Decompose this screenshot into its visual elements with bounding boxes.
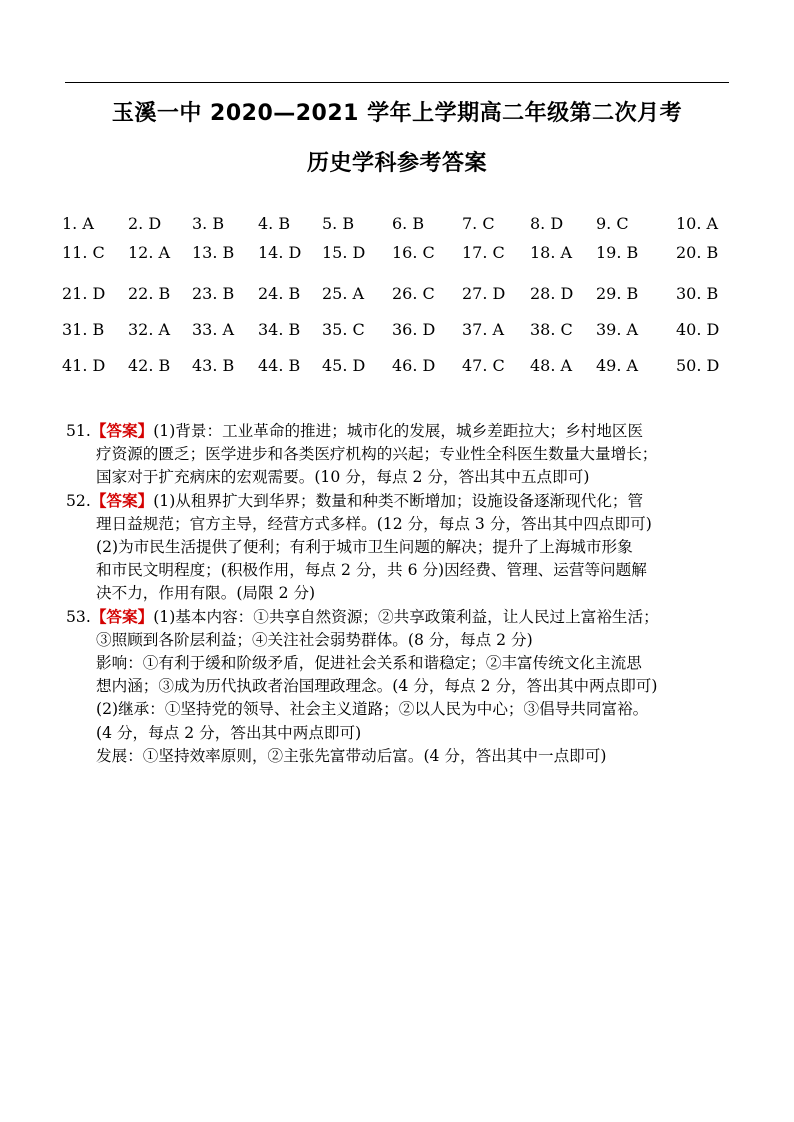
answer-tag: 【答案】 xyxy=(90,491,154,510)
question-number: 52. xyxy=(66,491,91,510)
mc-answer: 13. B xyxy=(192,243,235,262)
mc-answer: 9. C xyxy=(596,214,629,233)
answer-line xyxy=(66,606,736,629)
mc-answer: 28. D xyxy=(530,284,574,303)
mc-answer: 23. B xyxy=(192,284,235,303)
mc-answer: 7. C xyxy=(462,214,495,233)
answer-line: 决不力，作用有限。(局限 2 分) xyxy=(96,584,316,603)
answer-line: 疗资源的匮乏；医学进步和各类医疗机构的兴起；专业性全科医生数量大量增长； xyxy=(96,445,658,464)
mc-answer: 16. C xyxy=(392,243,435,262)
answer-line: 理日益规范；官方主导，经营方式多样。(12 分，每点 3 分，答出其中四点即可) xyxy=(96,514,652,533)
mc-row xyxy=(0,284,794,308)
mc-answer: 18. A xyxy=(530,243,573,262)
mc-answer: 21. D xyxy=(62,284,106,303)
answers-section xyxy=(66,420,736,768)
mc-answer: 14. D xyxy=(258,243,302,262)
answer-q51 xyxy=(66,420,736,490)
mc-answer: 31. B xyxy=(62,320,105,339)
mc-answer: 6. B xyxy=(392,214,425,233)
mc-answer: 37. A xyxy=(462,320,505,339)
mc-answer: 2. D xyxy=(128,214,162,233)
mc-answer: 32. A xyxy=(128,320,171,339)
mc-answer: 45. D xyxy=(322,356,366,375)
mc-row xyxy=(0,214,794,238)
answer-line: (4 分，每点 2 分，答出其中两点即可) xyxy=(96,723,362,742)
answer-line: (2)为市民生活提供了便利；有利于城市卫生问题的解决；提升了上海城市形象 xyxy=(96,538,633,557)
answer-line xyxy=(66,490,736,513)
mc-answer: 5. B xyxy=(322,214,355,233)
mc-answer: 39. A xyxy=(596,320,639,339)
answer-text: (1)从租界扩大到华界；数量和种类不断增加；设施设备逐渐现代化；管 xyxy=(153,491,644,510)
mc-answer: 12. A xyxy=(128,243,171,262)
mc-answer: 17. C xyxy=(462,243,505,262)
mc-row xyxy=(0,356,794,380)
mc-row xyxy=(0,243,794,267)
mc-answer: 22. B xyxy=(128,284,171,303)
document-title: 玉溪一中 2020—2021 学年上学期高二年级第二次月考 xyxy=(111,101,683,126)
mc-answer: 44. B xyxy=(258,356,301,375)
mc-answer: 3. B xyxy=(192,214,225,233)
mc-answer: 29. B xyxy=(596,284,639,303)
answer-line: ③照顾到各阶层利益；④关注社会弱势群体。(8 分，每点 2 分) xyxy=(96,630,533,649)
mc-answer: 47. C xyxy=(462,356,505,375)
mc-answer: 48. A xyxy=(530,356,573,375)
mc-answer: 30. B xyxy=(676,284,719,303)
mc-answer: 38. C xyxy=(530,320,573,339)
mc-answer: 11. C xyxy=(62,243,105,262)
mc-answer: 15. D xyxy=(322,243,366,262)
mc-answer: 41. D xyxy=(62,356,106,375)
mc-answer: 34. B xyxy=(258,320,301,339)
mc-answer: 49. A xyxy=(596,356,639,375)
mc-answer: 40. D xyxy=(676,320,720,339)
mc-answer: 36. D xyxy=(392,320,436,339)
mc-answer: 20. B xyxy=(676,243,719,262)
top-rule xyxy=(65,82,729,83)
question-number: 53. xyxy=(66,607,91,626)
answer-q52 xyxy=(66,490,736,606)
mc-row xyxy=(0,320,794,344)
mc-answer: 4. B xyxy=(258,214,291,233)
mc-answer: 25. A xyxy=(322,284,365,303)
mc-answer: 46. D xyxy=(392,356,436,375)
document-subtitle: 历史学科参考答案 xyxy=(306,151,487,176)
answer-q53 xyxy=(66,606,736,768)
mc-answer: 50. D xyxy=(676,356,720,375)
answer-line: 国家对于扩充病床的宏观需要。(10 分，每点 2 分，答出其中五点即可) xyxy=(96,468,590,487)
mc-answer: 19. B xyxy=(596,243,639,262)
mc-answer: 1. A xyxy=(62,214,94,233)
answer-text: (1)背景：工业革命的推进；城市化的发展，城乡差距拉大；乡村地区医 xyxy=(153,422,644,440)
answer-line: 和市民文明程度；(积极作用，每点 2 分，共 6 分)因经费、管理、运营等问题解 xyxy=(96,561,647,580)
mc-answer: 35. C xyxy=(322,320,365,339)
answer-tag: 【答案】 xyxy=(90,607,154,626)
answer-line: 发展：①坚持效率原则，②主张先富带动后富。(4 分，答出其中一点即可) xyxy=(96,746,607,765)
answer-line: 想内涵；③成为历代执政者治国理政理念。(4 分，每点 2 分，答出其中两点即可) xyxy=(96,677,658,696)
mc-answer: 27. D xyxy=(462,284,506,303)
answer-line: (2)继承：①坚持党的领导、社会主义道路；②以人民为中心；③倡导共同富裕。 xyxy=(96,700,649,719)
mc-answer: 10. A xyxy=(676,214,719,233)
mc-answer: 26. C xyxy=(392,284,435,303)
question-number: 51. xyxy=(66,422,91,440)
answer-text: (1)基本内容：①共享自然资源；②共享政策利益，让人民过上富裕生活； xyxy=(153,607,659,626)
mc-answer: 33. A xyxy=(192,320,235,339)
answer-line xyxy=(66,420,736,443)
mc-answer: 43. B xyxy=(192,356,235,375)
answer-tag: 【答案】 xyxy=(90,422,154,440)
mc-answer: 24. B xyxy=(258,284,301,303)
mc-answer: 8. D xyxy=(530,214,564,233)
mc-answer: 42. B xyxy=(128,356,171,375)
answer-line: 影响：①有利于缓和阶级矛盾，促进社会关系和谐稳定；②丰富传统文化主流思 xyxy=(96,654,642,673)
